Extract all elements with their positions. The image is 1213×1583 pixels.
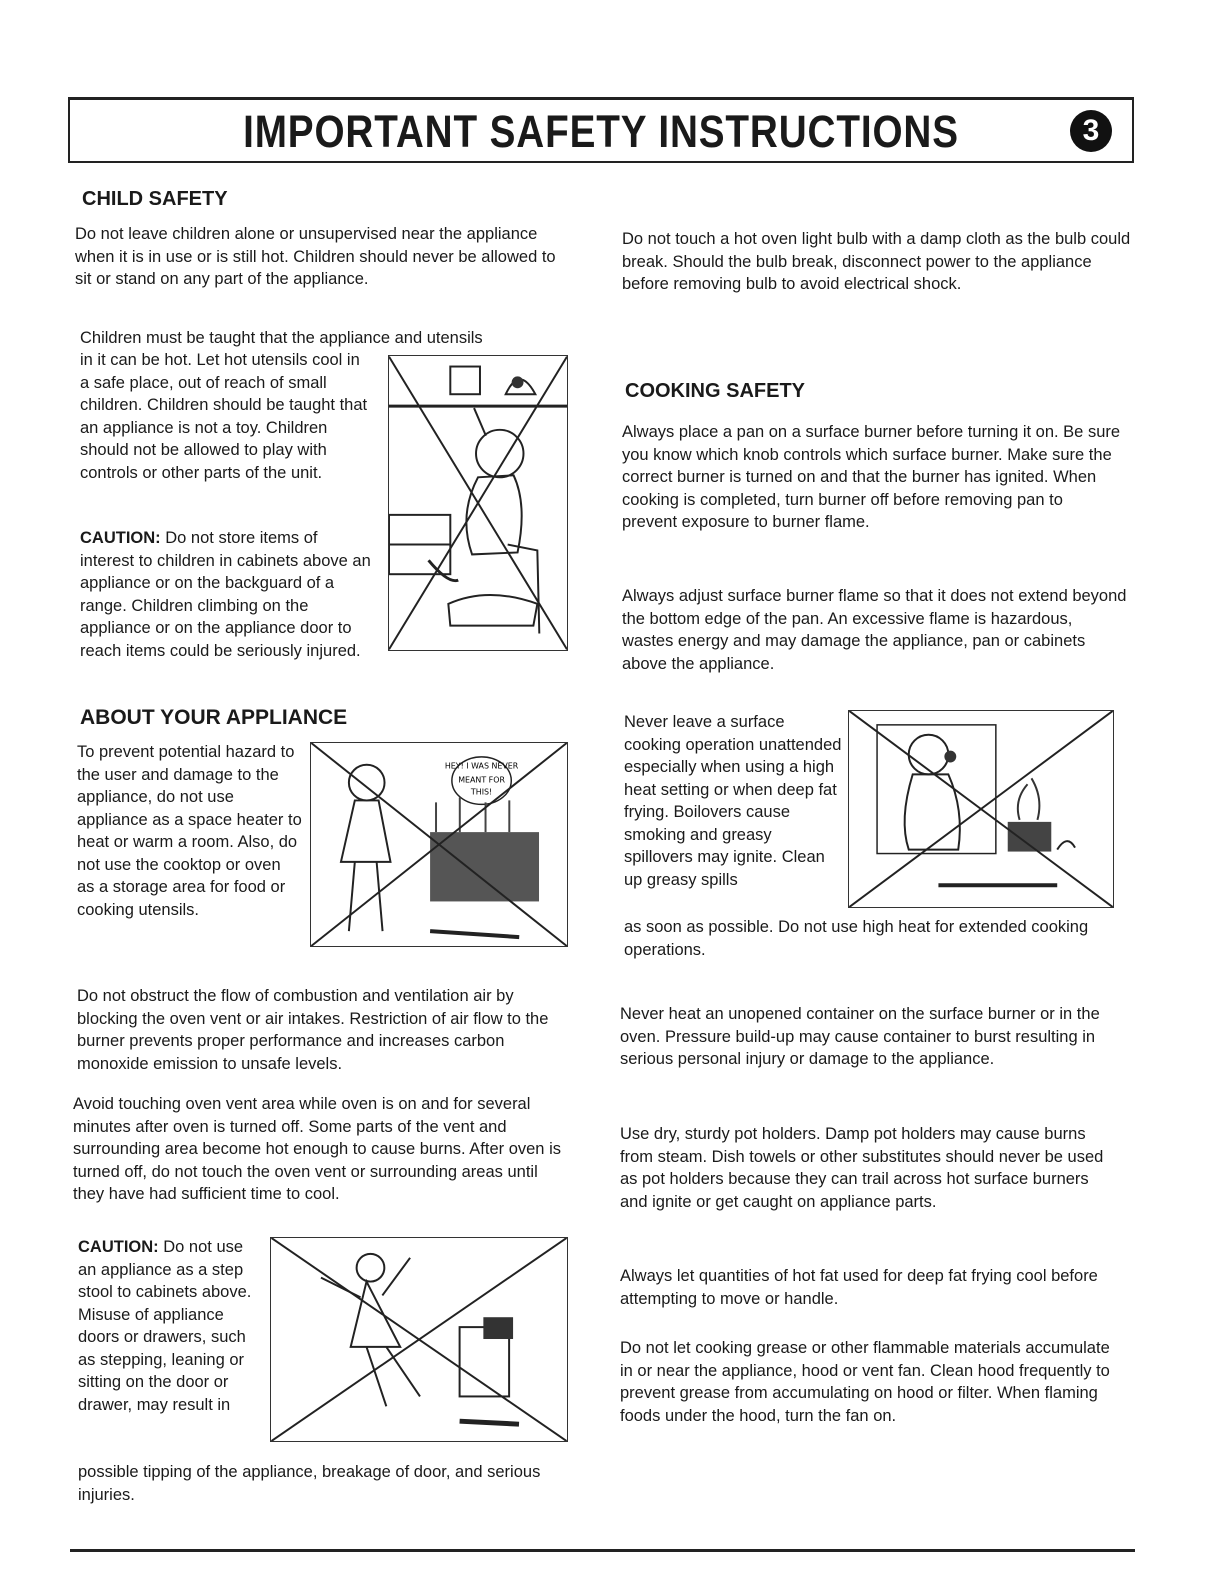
unattended-cooking-illustration [848, 710, 1114, 908]
footer-rule [70, 1549, 1135, 1552]
caution-label: CAUTION: [80, 529, 161, 547]
child-safety-para-1: Do not leave children alone or unsupervised near the appliance when it is in use or is still hot. Children should never be allowed to sit or stand on any part of the appliance. [75, 225, 556, 288]
cooking-safety-para-2: Always adjust surface burner flame so that it does not extend beyond the bottom edge of the pan. An excessive flame is hazardous, wastes energy and may damage the appliance, pan or cabinets above the appliance. [622, 587, 1127, 673]
cooking-safety-para-7: Do not let cooking grease or other flammable materials accumulate in or near the appliance, hood or vent fan. Clean hood frequently to prevent grease from accumulating on hood or filter. When flaming foods under the hood, turn the fan on. [620, 1339, 1110, 1425]
child-safety-para-2-lead: Children must be taught that the appliance and utensils [80, 329, 483, 347]
page-number-badge: 3 [1070, 110, 1112, 152]
caution-text-2: Do not use an appliance as a step stool to cabinets above. Misuse of appliance doors or drawers, such as stepping, leaning or sitting on the door or drawer, may result in [78, 1238, 252, 1414]
unattended-cooking-drawing [849, 711, 1113, 907]
space-heater-drawing [311, 743, 567, 946]
step-stool-warning-illustration [270, 1237, 568, 1442]
page-header [68, 97, 1134, 163]
cooking-safety-heading: COOKING SAFETY [625, 380, 806, 402]
page-title: IMPORTANT SAFETY INSTRUCTIONS [243, 106, 959, 157]
about-appliance-caution-tail: possible tipping of the appliance, breakage of door, and serious injuries. [78, 1463, 541, 1504]
child-climbing-illustration [388, 355, 568, 651]
child-climbing-drawing [389, 356, 567, 650]
about-appliance-heading: ABOUT YOUR APPLIANCE [80, 706, 348, 729]
cooking-safety-para-4: Never heat an unopened container on the surface burner or in the oven. Pressure build-up may cause container to burst resulting in serious personal injury or damage to the appliance. [620, 1005, 1100, 1068]
cooking-safety-para-3-tail: as soon as possible. Do not use high heat for extended cooking operations. [624, 918, 1089, 959]
child-safety-para-2: in it can be hot. Let hot utensils cool in a safe place, out of reach of small children. Children should be taught that an appliance is not a toy. Children should not be allowed to play with controls or other parts of the unit. [80, 351, 368, 482]
about-appliance-caution [78, 1236, 264, 1416]
light-bulb-para: Do not touch a hot oven light bulb with a damp cloth as the bulb could break. Should the bulb break, disconnect power to the appliance before removing bulb to avoid electrical shock. [622, 230, 1131, 293]
cooking-safety-para-3: Never leave a surface cooking operation unattended especially when using a high heat setting or when deep fat frying. Boilovers cause smoking and greasy spillovers may ignite. Clean up greasy spills [624, 713, 842, 889]
caution-text: Do not store items of interest to children in cabinets above an appliance or on the backguard of a range. Children climbing on the appliance or on the appliance door to reach items could be seriously injured. [80, 529, 371, 660]
cooking-safety-para-6: Always let quantities of hot fat used for deep fat frying cool before attempting to move or handle. [620, 1267, 1098, 1308]
about-appliance-para-1: To prevent potential hazard to the user and damage to the appliance, do not use appliance as a space heater to heat or warm a room. Also, do not use the cooktop or oven as a storage area for food or cooking utensils. [77, 743, 302, 919]
svg-text:MEANT FOR: MEANT FOR [458, 775, 505, 785]
about-appliance-para-2: Do not obstruct the flow of combustion and ventilation air by blocking the oven vent or air intakes. Restriction of air flow to the burner prevents proper performance and increases carbon monoxide emission to unsafe levels. [77, 987, 549, 1073]
cooking-safety-para-5: Use dry, sturdy pot holders. Damp pot holders may cause burns from steam. Dish towels or other substitutes should never be used as pot holders because they can trail across hot surface burners and ignite or get caught on appliance parts. [620, 1125, 1104, 1211]
child-safety-heading: CHILD SAFETY [82, 188, 228, 210]
cooking-safety-para-1: Always place a pan on a surface burner before turning it on. Be sure you know which knob controls which surface burner. Make sure the correct burner is turned on and that the burner has ignited. When cooking is completed, turn burner off before removing pan to prevent exposure to burner flame. [622, 423, 1121, 531]
step-stool-drawing [271, 1238, 567, 1441]
about-appliance-para-3: Avoid touching oven vent area while oven is on and for several minutes after oven is turned off. Some parts of the vent and surrounding area become hot enough to cause burns. After oven is turned off, do not touch the oven vent or surrounding areas until they have had sufficient time to cool. [73, 1095, 561, 1203]
space-heater-warning-illustration [310, 742, 568, 947]
cartoon-speech-bubble: HEY! I WAS NEVER [444, 761, 519, 771]
child-safety-caution [80, 527, 372, 662]
caution-label-2: CAUTION: [78, 1238, 159, 1256]
svg-text:THIS!: THIS! [470, 787, 493, 797]
